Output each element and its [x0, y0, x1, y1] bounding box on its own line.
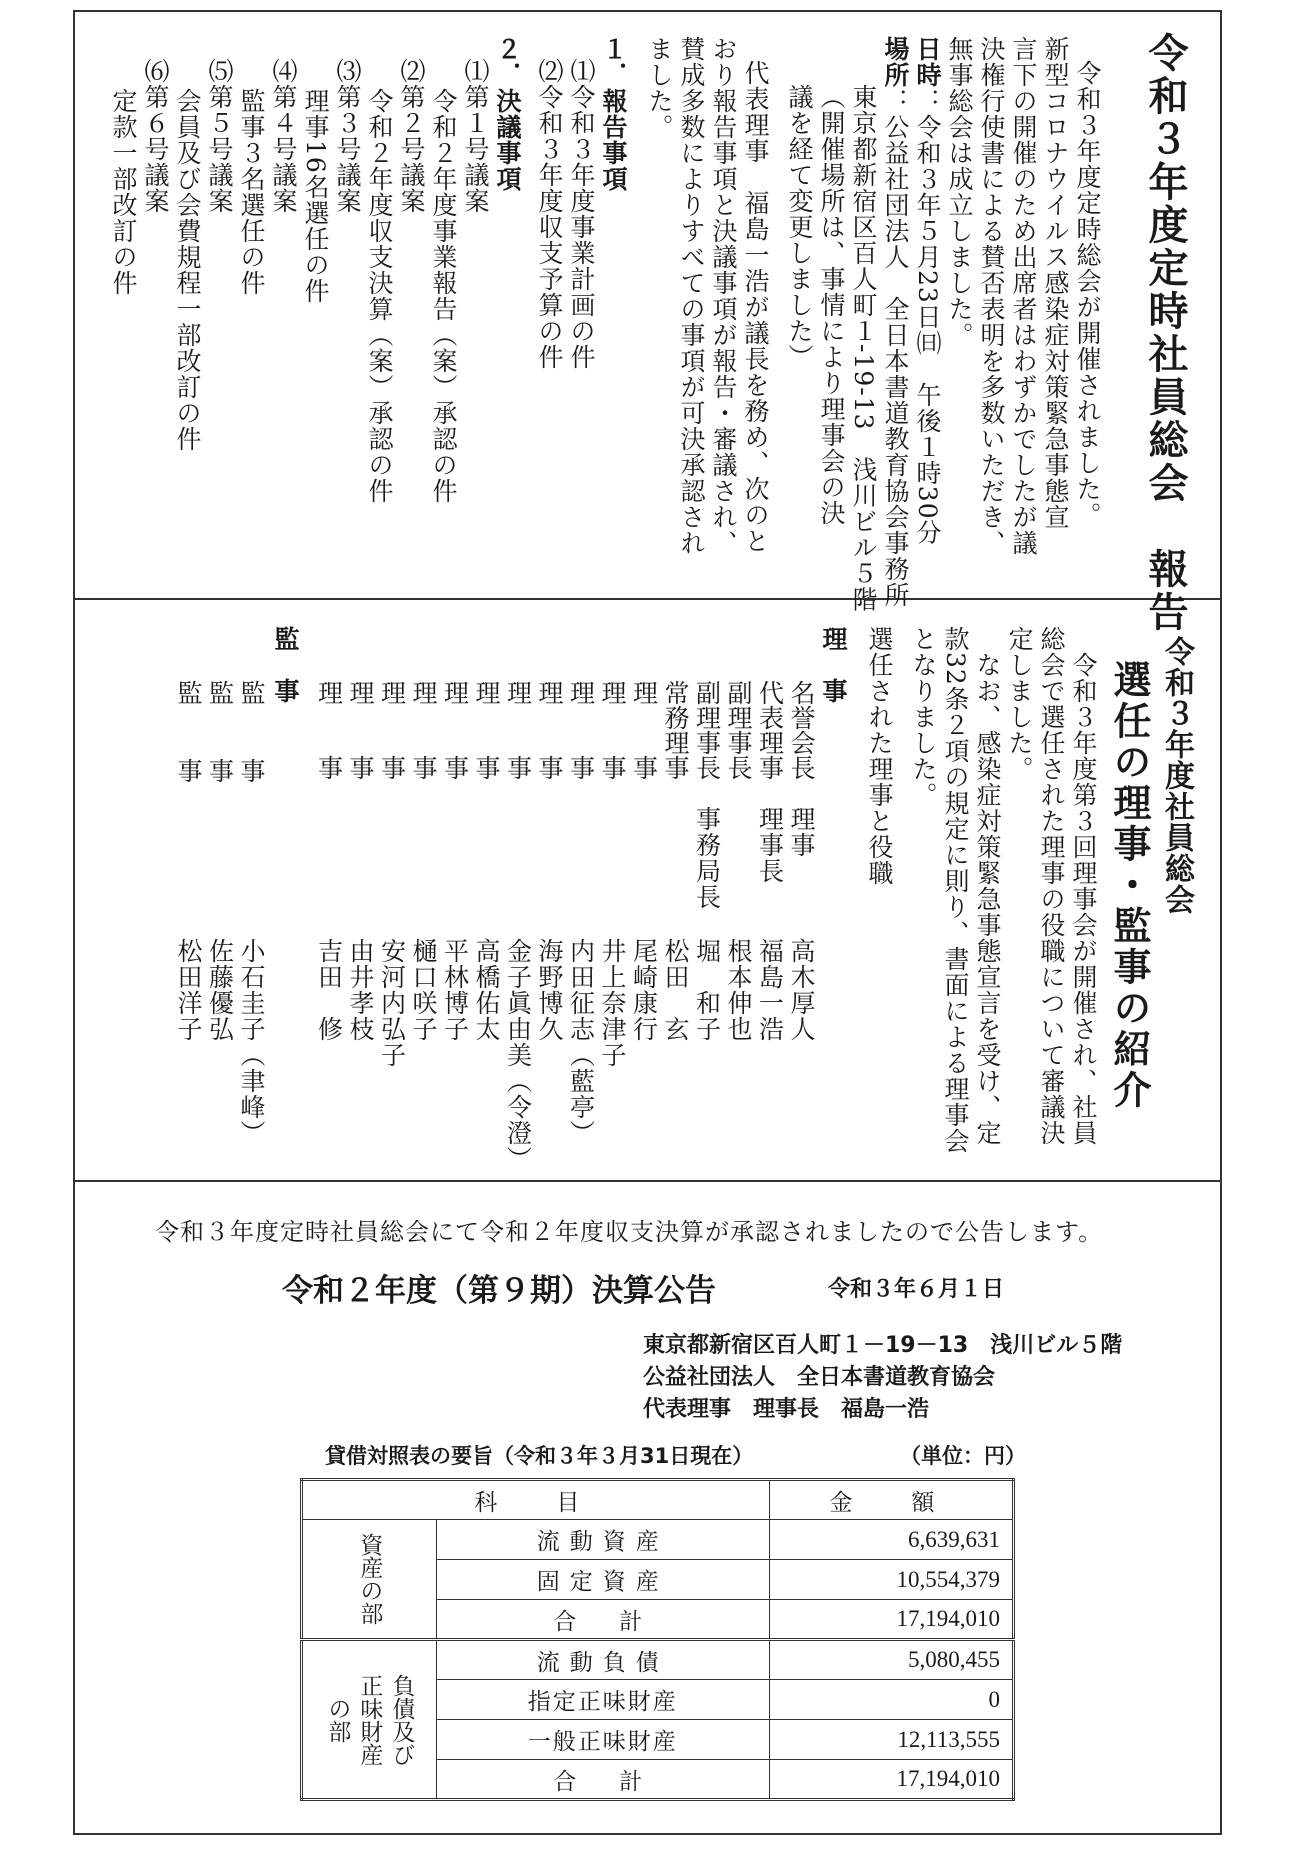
assets-group-label: 資産の部: [302, 1520, 437, 1640]
intro-line: 無事総会は成立しました。: [945, 36, 974, 348]
director-role: 副理事長: [724, 680, 753, 780]
place-note: 議を経て変更しました）: [785, 84, 814, 370]
director-name: 堀 和子: [692, 938, 722, 1042]
director-name: 吉田 修: [314, 938, 344, 1042]
resolution-item: 令和２年度事業報告（案）承認の件: [429, 88, 458, 504]
row-amount: 10,554,379: [769, 1560, 1013, 1600]
director-role: 名誉会長: [787, 680, 816, 780]
resolution-item: ⑷第４号議案: [269, 58, 298, 214]
row-amount: 6,639,631: [769, 1520, 1013, 1560]
body-line: 代表理事 福島一浩が議長を務め、次のと: [741, 60, 770, 554]
resolution-item: ⑹第６号議案: [141, 58, 170, 214]
director-role-secondary: 理事長: [755, 806, 785, 884]
resolution-item: ⑸第５号議案: [205, 58, 234, 214]
director-role: 副理事長: [692, 680, 722, 780]
officers-intro-line: 総会で選任された理事の役職について審議決: [1037, 626, 1066, 1146]
director-name: 高橋佑太: [472, 938, 501, 1042]
body-line: ました。: [645, 36, 674, 140]
director-name: 根本伸也: [724, 938, 753, 1042]
auditor-name: 松田洋子: [174, 938, 203, 1042]
row-amount: 12,113,555: [769, 1720, 1013, 1760]
director-role: 理 事: [503, 680, 533, 780]
intro-line: 決権行使書による賛否表明を多数いただき、: [977, 36, 1006, 556]
resolution-item: ⑴第１号議案: [461, 58, 490, 214]
report-title: 令和３年度定時社員総会 報告: [1142, 32, 1188, 634]
director-role: 理 事: [472, 680, 501, 780]
officers-heading: 選任された理事と役職: [865, 626, 894, 886]
director-name: 福島一浩: [755, 938, 785, 1042]
auditor-role: 監 事: [205, 680, 235, 784]
officers-title: 選任の理事・監事の紹介: [1107, 660, 1151, 1111]
row-amount: 5,080,455: [769, 1640, 1013, 1680]
intro-line: 言下の開催のため出席者はわずかでしたが議: [1009, 36, 1038, 556]
director-name: 内田征志（藍亭）: [566, 938, 596, 1146]
director-role: 理 事: [598, 680, 627, 780]
resolution-item: 会員及び会費規程一部改訂の件: [173, 88, 202, 452]
auditors-label: 監 事: [271, 626, 300, 704]
row-item: 一般正味財産: [436, 1720, 769, 1760]
director-role: 代表理事: [755, 680, 785, 780]
director-name: 松田 玄: [661, 938, 690, 1042]
officers-intro-line: なお、感染症対策緊急事態宣言を受け、定: [973, 652, 1002, 1146]
balance-sheet-table: [300, 1478, 1015, 1801]
director-role: 理 事: [409, 680, 438, 780]
director-name: 海野博久: [535, 938, 564, 1042]
row-item: 指定正味財産: [436, 1680, 769, 1720]
officers-intro-line: 定しました。: [1005, 626, 1034, 782]
body-line: おり報告事項と決議事項が報告・審議され、: [709, 36, 738, 556]
auditor-role: 監 事: [237, 680, 266, 784]
place-address: 東京都新宿区百人町１‐19‐13 浅川ビル５階: [849, 84, 878, 613]
director-name: 高木厚人: [787, 938, 816, 1042]
director-role: 理 事: [346, 680, 375, 780]
resolution-item: ⑵第２号議案: [397, 58, 426, 214]
auditor-name: 小石圭子（聿峰）: [237, 938, 266, 1146]
row-amount: 0: [769, 1680, 1013, 1720]
org-name: 公益社団法人 全日本書道教育協会: [643, 1365, 996, 1390]
director-role: 理 事: [566, 680, 596, 780]
place-line: 場所：公益社団法人 全日本書道教育協会事務所: [881, 36, 910, 608]
column-header-item: 科 目: [302, 1480, 770, 1520]
officers-intro-line: 款32条２項の規定に則り、書面による理事会: [941, 626, 970, 1154]
table-header-row: [302, 1480, 1014, 1520]
row-item: 固定資産: [436, 1560, 769, 1600]
directors-label: 理 事: [819, 626, 848, 704]
director-role: 理 事: [535, 680, 564, 780]
report-heading: １．報告事項: [599, 36, 628, 192]
table-row: [302, 1520, 1014, 1560]
place-note: （開催場所は、事情により理事会の決: [817, 84, 846, 526]
director-name: 平林博子: [440, 938, 470, 1042]
director-role: 理 事: [629, 680, 659, 780]
liabilities-group-label: 負債及び 正味財産 の部: [302, 1640, 437, 1800]
director-role: 理 事: [440, 680, 470, 780]
director-role-secondary: 理事: [787, 806, 816, 858]
row-amount: 17,194,010: [769, 1760, 1013, 1800]
director-role: 理 事: [377, 680, 407, 780]
table-row: [302, 1640, 1014, 1680]
resolution-item: 理事16名選任の件: [301, 88, 330, 304]
resolution-item: 監事３名選任の件: [237, 88, 266, 296]
statement-title: 令和２年度（第９期）決算公告: [282, 1273, 716, 1309]
director-name: 樋口咲子: [409, 938, 438, 1042]
table-caption: 貸借対照表の要旨（令和３年３月31日現在）: [325, 1444, 754, 1468]
director-role-secondary: 事務局長: [692, 806, 722, 910]
resolution-item: ⑶第３号議案: [333, 58, 362, 214]
org-representative: 代表理事 理事長 福島一浩: [643, 1397, 930, 1422]
column-header-amount: 金 額: [769, 1480, 1013, 1520]
director-role: 理 事: [314, 680, 344, 780]
report-item: ⑴令和３年度事業計画の件: [567, 58, 596, 370]
resolution-item: 令和２年度収支決算（案）承認の件: [365, 88, 394, 504]
table-unit: （単位：円）: [900, 1444, 1026, 1468]
row-amount: 17,194,010: [769, 1600, 1013, 1640]
section-divider: [73, 1180, 1222, 1182]
director-name: 尾崎康行: [629, 938, 659, 1042]
statement-date: 令和３年６月１日: [828, 1277, 1005, 1302]
director-name: 井上奈津子: [598, 938, 627, 1068]
intro-line: 新型コロナウイルス感染症対策緊急事態宣: [1041, 36, 1070, 530]
row-item: 流動資産: [436, 1520, 769, 1560]
report-item: ⑵令和３年度収支予算の件: [535, 58, 564, 370]
date-line: 日時：令和３年５月23日㈰ 午後１時30分: [913, 36, 942, 546]
section-divider: [73, 598, 1222, 600]
row-item: 流動負債: [436, 1640, 769, 1680]
officers-intro-line: 令和３年度第３回理事会が開催され、社員: [1069, 652, 1098, 1146]
director-name: 安河内弘子: [377, 938, 407, 1068]
officers-title-small: 令和３年度社員総会: [1159, 636, 1194, 915]
body-line: 賛成多数によりすべての事項が可決承認され: [677, 36, 706, 556]
resolution-item: 定款一部改訂の件: [109, 88, 138, 296]
director-role: 常務理事: [661, 680, 690, 780]
director-name: 金子眞由美（令澄）: [503, 938, 533, 1172]
intro-line: 令和３年度定時総会が開催されました。: [1073, 60, 1102, 528]
row-item: 合 計: [436, 1760, 769, 1800]
auditor-name: 佐藤優弘: [205, 938, 235, 1042]
row-item: 合 計: [436, 1600, 769, 1640]
notice-text: 令和３年度定時社員総会にて令和２年度収支決算が承認されましたので公告します。: [155, 1218, 1104, 1246]
director-name: 由井孝枝: [346, 938, 375, 1042]
auditor-role: 監 事: [174, 680, 203, 784]
org-address: 東京都新宿区百人町１－19－13 浅川ビル５階: [643, 1333, 1123, 1358]
resolution-heading: ２．決議事項: [493, 36, 522, 192]
officers-intro-line: となりました。: [909, 626, 938, 808]
